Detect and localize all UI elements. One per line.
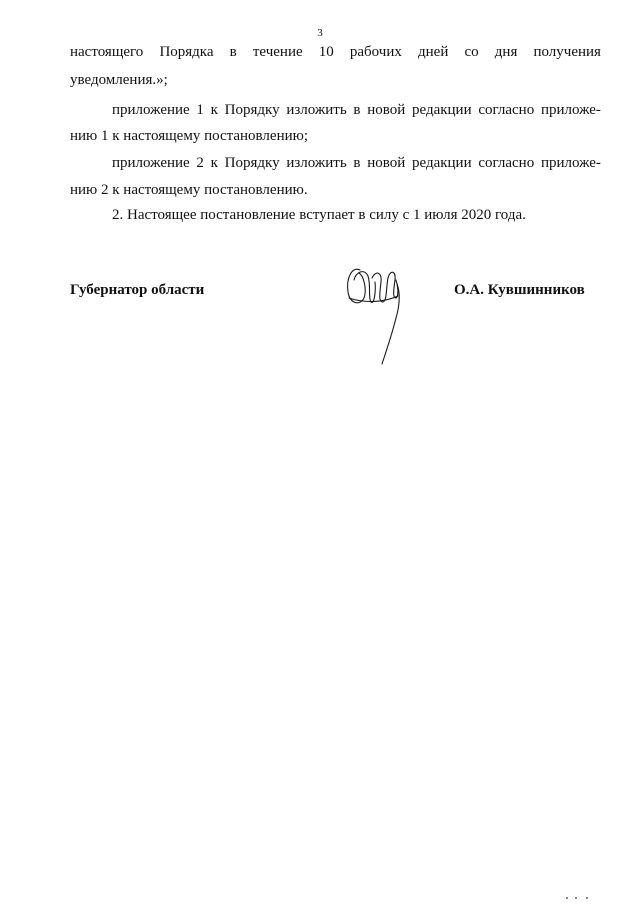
word: в	[229, 44, 237, 60]
paragraph-line-appendix-2	[112, 154, 601, 172]
word: Порядка	[159, 44, 214, 60]
word: к	[210, 102, 218, 118]
word: согласно	[478, 102, 535, 118]
word: новой	[367, 155, 406, 171]
word: приложение	[112, 102, 190, 118]
paragraph-line-continuation	[70, 43, 601, 61]
paragraph-line-appendix-1	[112, 101, 601, 119]
word: приложение	[112, 155, 190, 171]
paragraph-line-continuation-end: уведомления.»;	[70, 72, 168, 88]
paragraph-line-appendix-2-end: нию 2 к настоящему постановлению.	[70, 182, 308, 198]
scan-marks	[566, 896, 590, 900]
word: к	[210, 155, 218, 171]
signatory-position: Губернатор области	[70, 282, 205, 298]
word: Порядку	[224, 102, 280, 118]
word: 10	[318, 44, 334, 60]
word: рабочих	[349, 44, 402, 60]
word: в	[353, 155, 361, 171]
word: приложе-	[540, 102, 601, 118]
word: изложить	[286, 155, 347, 171]
word: со	[464, 44, 479, 60]
word: согласно	[478, 155, 535, 171]
paragraph-line-appendix-1-end: нию 1 к настоящему постановлению;	[70, 128, 309, 144]
word: 2	[196, 155, 204, 171]
page-number: 3	[317, 27, 323, 39]
word: течение	[252, 44, 303, 60]
word: получения	[533, 44, 601, 60]
word: редакции	[411, 155, 472, 171]
word: настоящего	[70, 44, 144, 60]
paragraph-effective-date: 2. Настоящее постановление вступает в силу с 1 июля 2020 года.	[112, 207, 526, 223]
word: редакции	[411, 102, 472, 118]
word: приложе-	[540, 155, 601, 171]
handwritten-signature	[340, 258, 410, 368]
word: 1	[196, 102, 204, 118]
word: в	[353, 102, 361, 118]
word: дней	[418, 44, 449, 60]
word: Порядку	[224, 155, 280, 171]
signatory-name: О.А. Кувшинников	[454, 282, 585, 298]
word: новой	[367, 102, 406, 118]
word: дня	[494, 44, 518, 60]
word: изложить	[286, 102, 347, 118]
